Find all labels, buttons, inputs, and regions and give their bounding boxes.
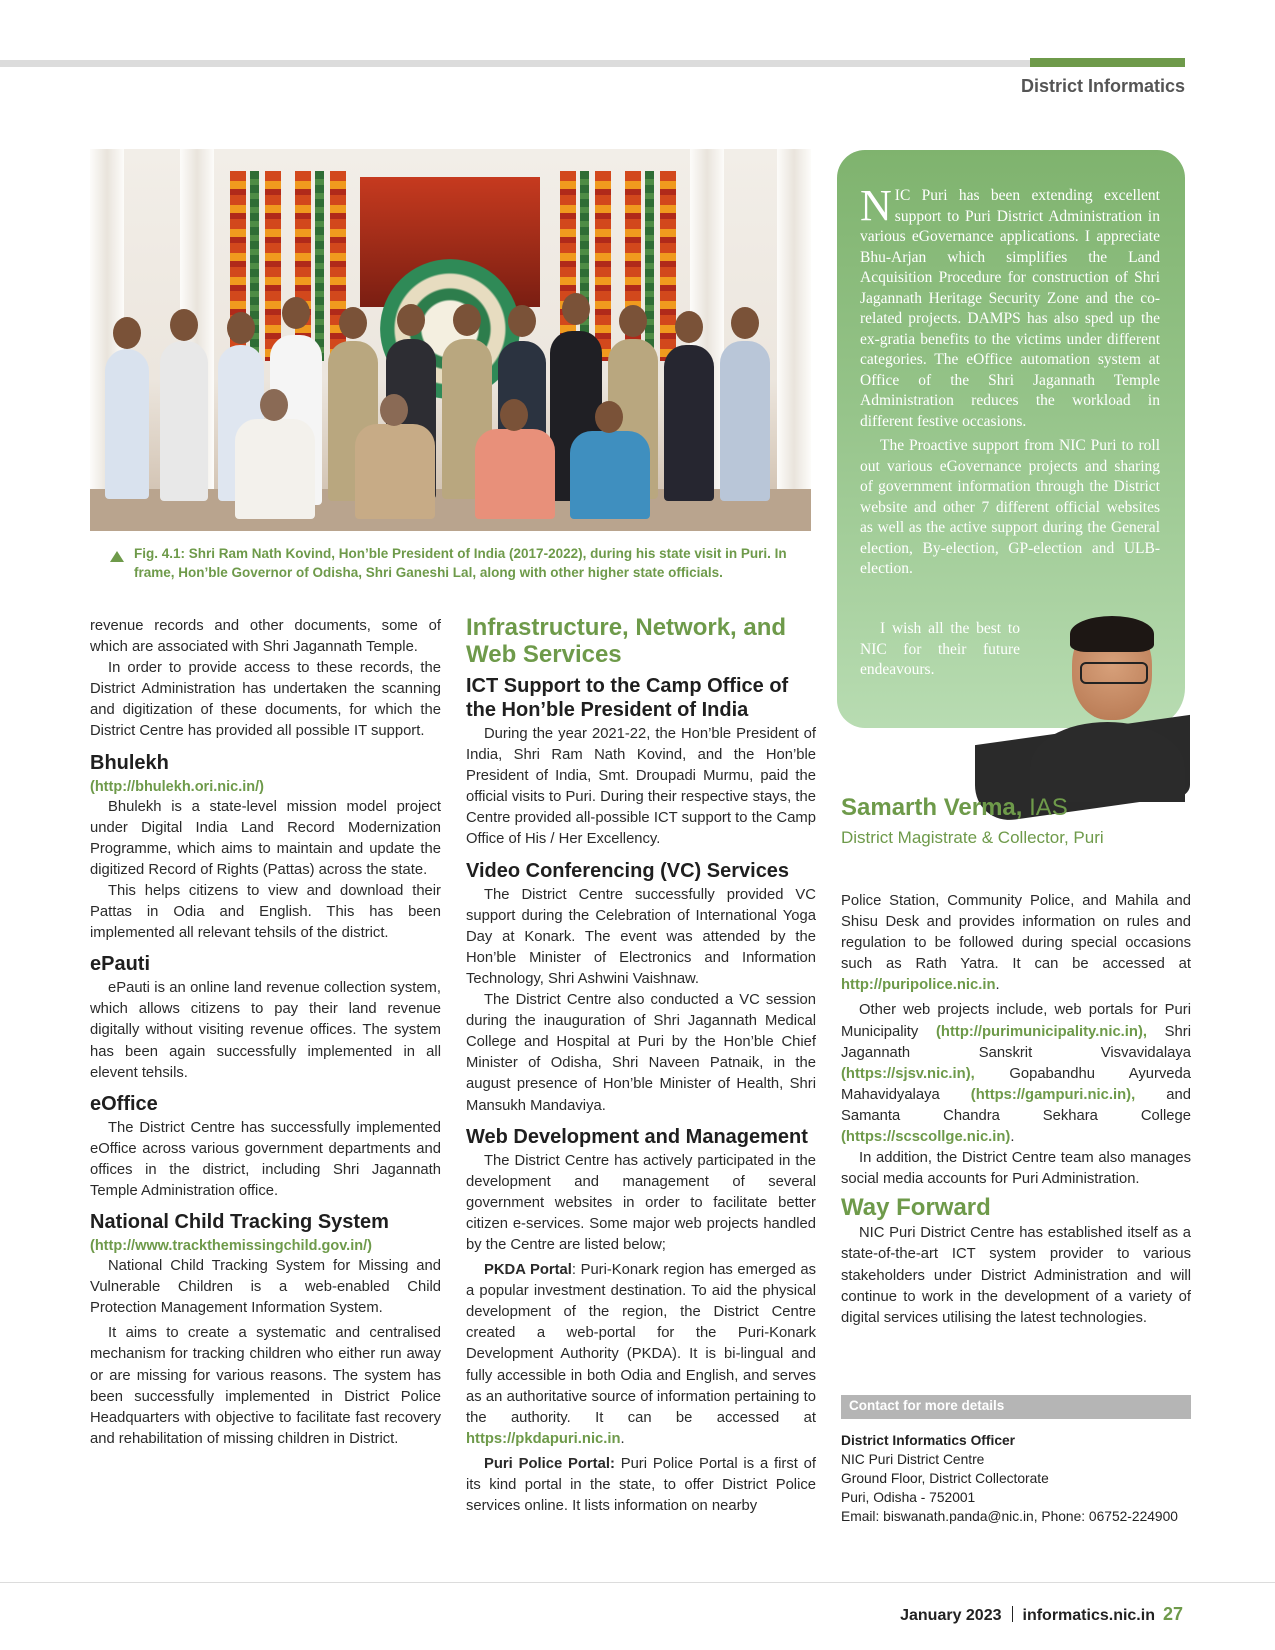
link-sjsv[interactable]: (https://sjsv.nic.in), (841, 1065, 975, 1082)
paragraph: The District Centre successfully provided VC support during the Celebration of International Yoga Day at Konark. The event was attended by the Hon’ble Minister of Electronics and Information Technology, Shri Ashwini Vaishnaw. (466, 886, 816, 987)
section-label: District Informatics (1020, 76, 1185, 96)
footer-rule (0, 1582, 1275, 1583)
link-ncts[interactable]: (http://www.trackthemissingchild.gov.in/) (90, 1238, 372, 1255)
paragraph: In order to provide access to these records, the District Administration has undertaken the scanning and digitization of these documents, for which the District Centre has provided all possible IT support. (90, 660, 441, 740)
contact-address-line: Ground Floor, District Collectorate (841, 1471, 1049, 1486)
footer (900, 1604, 1183, 1625)
link-puri-police[interactable]: http://puripolice.nic.in (841, 977, 996, 994)
paragraph: Police Station, Community Police, and Mahila and Shisu Desk and provides information on rules and regulation to be followed during special occasions such as Rath Yatra. It can be accessed at http://puripolice.nic.in. (841, 893, 1191, 994)
caption-marker-icon (110, 551, 124, 562)
heading-infrastructure: Infrastructure, Network, and Web Services (466, 614, 787, 668)
official-portrait (1030, 612, 1185, 802)
link-gampuri[interactable]: (https://gampuri.nic.in), (970, 1086, 1136, 1103)
page-number: 27 (1162, 1604, 1183, 1624)
paragraph: The District Centre also conducted a VC session during the inauguration of Shri Jagannath Medical College and Hospital at Puri by the Hon’ble Chief Minister of Odisha, Shri Naveen Patnaik, in the august presence of Hon’ble Minister of Health, Shri Mansukh Mandaviya. (466, 992, 816, 1114)
paragraph: National Child Tracking System for Missing and Vulnerable Children is a web-enabled Child Protection Management Information System. (90, 1258, 441, 1317)
testimonial-paragraph-1: IC Puri has been extending excellent support to Puri District Administration in various eGovernance applications. I appreciate Bhu-Arjan which simplifies the Land Acquisition Procedure for construction of Shri Jagannath Heritage Security Zone and the co-related projects. DAMPS has also sped up the ex-gratia benefits to the victims under different categories. The eOffice automation system at Office of the Shri Jagannath Temple Administration reduces the workload in different festive occasions. (860, 187, 1160, 430)
heading-web-development: Web Development and Management (466, 1125, 808, 1148)
paragraph: In addition, the District Centre team also manages social media accounts for Puri Administration. (841, 1150, 1191, 1188)
heading-ncts: National Child Tracking System (90, 1211, 389, 1234)
contact-email-phone: Email: biswanath.panda@nic.in, Phone: 06752-224900 (841, 1509, 1178, 1524)
link-scscollege[interactable]: (https://scscollge.nic.in) (841, 1129, 1011, 1146)
heading-eoffice: eOffice (90, 1092, 158, 1115)
footer-date: January 2023 (900, 1607, 1002, 1624)
column-3 (841, 891, 1191, 1329)
official-name: Samarth Verma, IAS (841, 794, 1068, 821)
footer-site[interactable]: informatics.nic.in (1022, 1607, 1155, 1624)
paragraph: Bhulekh is a state-level mission model project under Digital India Land Record Modernization Programme, which aims to maintain and update the digitized Record of Rights (Pattas) across the state. (90, 798, 441, 878)
link-pkda[interactable]: https://pkdapuri.nic.in (466, 1430, 621, 1447)
link-bhulekh[interactable]: (http://bhulekh.ori.nic.in/) (90, 778, 264, 795)
heading-ict-support: ICT Support to the Camp Office of the Hon’ble President of India (466, 675, 789, 721)
official-title: District Magistrate & Collector, Puri (841, 828, 1104, 847)
testimonial-paragraph-3: I wish all the best to NIC for their future endeavours. (860, 620, 1020, 678)
paragraph-puri-police: Puri Police Portal: Puri Police Portal is a first of its kind portal in the state, to offer District Police services online. It lists information on nearby (466, 1455, 816, 1515)
paragraph-web-projects: Other web projects include, web portals for Puri Municipality (http://purimunicipality.nic.in), Shri Jagannath Sanskrit Visvavidalaya (https://sjsv.nic.in), Gopabandhu Ayurveda Mahavidyalaya (https://gampuri.nic.in), and Samanta Chandra Sekhara College (https://scscollge.nic.in). (841, 1002, 1191, 1146)
contact-city: Puri, Odisha - 752001 (841, 1490, 976, 1505)
header-rule (0, 60, 1030, 67)
link-puri-municipality[interactable]: (http://purimunicipality.nic.in), (936, 1023, 1147, 1040)
paragraph: The District Centre has actively participated in the development and management of several government websites in order to facilitate better citizen e-services. Some major web projects handled by the Centre are listed below; (466, 1152, 816, 1253)
contact-office: NIC Puri District Centre (841, 1452, 985, 1467)
heading-bhulekh: Bhulekh (90, 751, 169, 774)
paragraph-pkda: PKDA Portal: Puri-Konark region has emerged as a popular investment destination. To aid the physical development of the region, the District Centre created a web-portal for the Puri-Konark Development Authority (PKDA). It is bi-lingual and fully accessible in both Odia and English, and serves as an authoritative source of information pertaining to the authority. It can be accessed at https://pkdapuri.nic.in. (466, 1262, 816, 1447)
heading-vc-services: Video Conferencing (VC) Services (466, 859, 790, 882)
paragraph: During the year 2021-22, the Hon’ble President of India, Shri Ram Nath Kovind, and the Hon’ble President of India, Smt. Droupadi Murmu, paid the official visits to Puri. During their respective stays, the Centre provided all-possible ICT support to the Camp Office of His / Her Excellency. (466, 726, 816, 848)
drop-cap: N (860, 181, 892, 230)
heading-way-forward: Way Forward (841, 1194, 991, 1222)
contact-role: District Informatics Officer (841, 1433, 1016, 1448)
column-1 (90, 616, 441, 1450)
heading-epauti: ePauti (90, 953, 151, 976)
contact-bar-label: Contact for more details (849, 1398, 1005, 1413)
paragraph: The District Centre has successfully implemented eOffice across various government departments and offices in the district, including Shri Jagannath Temple Administration office. (90, 1119, 441, 1199)
paragraph: NIC Puri District Centre has established itself as a state-of-the-art ICT system provider to various stakeholders under District Administration and will continue to work in the development of a variety of digital services utilising the latest technologies. (841, 1225, 1191, 1326)
testimonial-paragraph-2: The Proactive support from NIC Puri to roll out various eGovernance projects and sharing of government information through the District website and other 7 different official websites as well as the active support during the General election, By-election, GP-election and ULB-election. (860, 437, 1160, 577)
paragraph: It aims to create a systematic and centralised mechanism for tracking children who either run away or are missing for various reasons. The system has been successfully implemented in District Police Headquarters with objective to facilitate fast recovery and rehabilitation of missing children in District. (90, 1325, 441, 1447)
contact-details (841, 1431, 1201, 1526)
header-accent-rule (1030, 58, 1185, 67)
footer-separator (1012, 1606, 1013, 1622)
paragraph: ePauti is an online land revenue collection system, which allows citizens to pay their land revenue digitally without visiting revenue offices. The system has been again successfully implemented in all elevent tehsils. (90, 980, 441, 1081)
column-2 (466, 614, 816, 1517)
contact-bar (841, 1395, 1191, 1419)
testimonial-text (860, 181, 1160, 580)
figure-caption: Fig. 4.1: Shri Ram Nath Kovind, Hon’ble President of India (2017-2022), during his state visit in Puri. In frame, Hon’ble Governor of Odisha, Shri Ganeshi Lal, along with other higher state officials. (134, 546, 787, 580)
paragraph: revenue records and other documents, some of which are associated with Shri Jagannath Temple. (90, 618, 441, 656)
paragraph: This helps citizens to view and download their Pattas in Odia and English. This has been implemented all relevant tehsils of the district. (90, 882, 441, 942)
group-photo (90, 149, 811, 531)
